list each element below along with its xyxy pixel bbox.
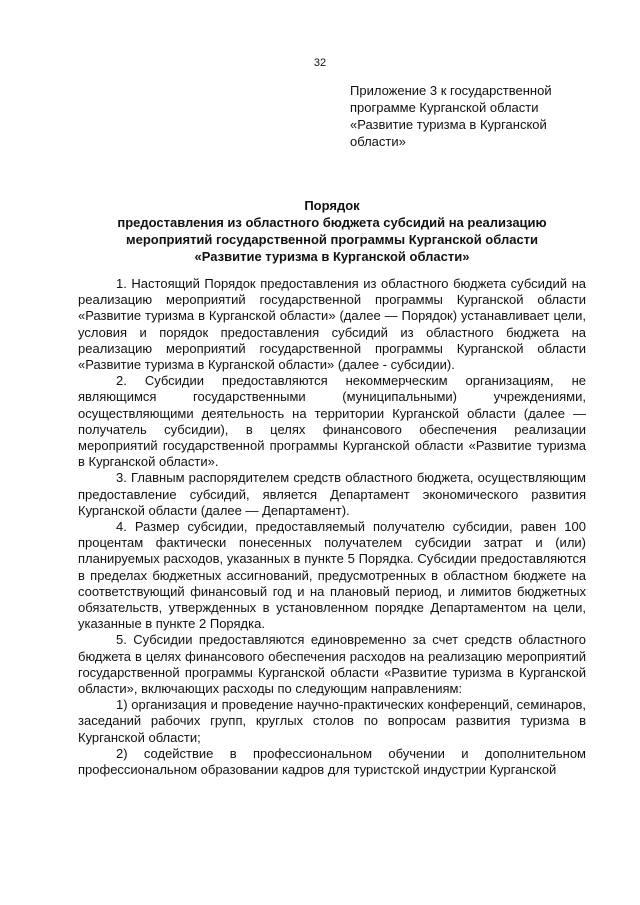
paragraph-2: 2. Субсидии предоставляются некоммерческим организациям, не являющимся государственными (муниципальными) учреждениями, осуществляющими деятельность на территории Курганской области (далее — получатель субсидии), в целях финансового обеспечения реализации мероприятий государственной программы Курганской области «Развитие туризма в Курганской области».: [78, 373, 586, 470]
paragraph-4: 4. Размер субсидии, предоставляемый получателю субсидии, равен 100 процентам фактически понесенных получателем субсидии затрат и (или) планируемых расходов, указанных в пункте 5 Порядка. Субсидии предоставляются в пределах бюджетных ассигнований, предусмотренных в областном бюджете на соответствующий финансовый год и на плановый период, и лимитов бюджетных обязательств, утвержденных в установленном порядке Департаментом на цели, указанные в пункте 2 Порядка.: [78, 519, 586, 632]
appendix-line: области»: [350, 134, 406, 149]
paragraph-1: 1. Настоящий Порядок предоставления из областного бюджета субсидий на реализацию мероприятий государственной программы Курганской области «Развитие туризма в Курганской области» (далее — Порядок) устанавливает цели, условия и порядок предоставления субсидий из областного бюджета на реализацию мероприятий государственной программы Курганской области «Развитие туризма в Курганской области» (далее - субсидии).: [78, 276, 586, 373]
appendix-line: Приложение 3 к государственной: [350, 83, 552, 98]
page-number: 32: [313, 57, 327, 69]
appendix-note: [350, 82, 590, 150]
appendix-line: «Развитие туризма в Курганской: [350, 117, 547, 132]
paragraph-3: 3. Главным распорядителем средств областного бюджета, осуществляющим предоставление субсидий, является Департамент экономического развития Курганской области (далее — Департамент).: [78, 470, 586, 518]
title-line: мероприятий государственной программы Курганской области: [125, 232, 539, 247]
document-body: [78, 276, 586, 778]
title-line: «Развитие туризма в Курганской области»: [194, 249, 470, 264]
title-line: предоставления из областного бюджета субсидий на реализацию: [117, 215, 547, 230]
list-item-2: 2) содействие в профессиональном обучении и дополнительном профессиональном образовании кадров для туристской индустрии Курганской: [78, 745, 586, 778]
document-title: [78, 197, 586, 265]
list-item-1: 1) организация и проведение научно-практических конференций, семинаров, заседаний рабочих групп, круглых столов по вопросам развития туризма в Курганской области;: [78, 697, 586, 745]
title-heading: Порядок: [304, 198, 360, 213]
paragraph-5: 5. Субсидии предоставляются единовременно за счет средств областного бюджета в целях финансового обеспечения расходов на реализацию мероприятий государственной программы Курганской области «Развитие туризма в Курганской области», включающих расходы по следующим направлениям:: [78, 632, 586, 697]
appendix-line: программе Курганской области: [350, 100, 539, 115]
